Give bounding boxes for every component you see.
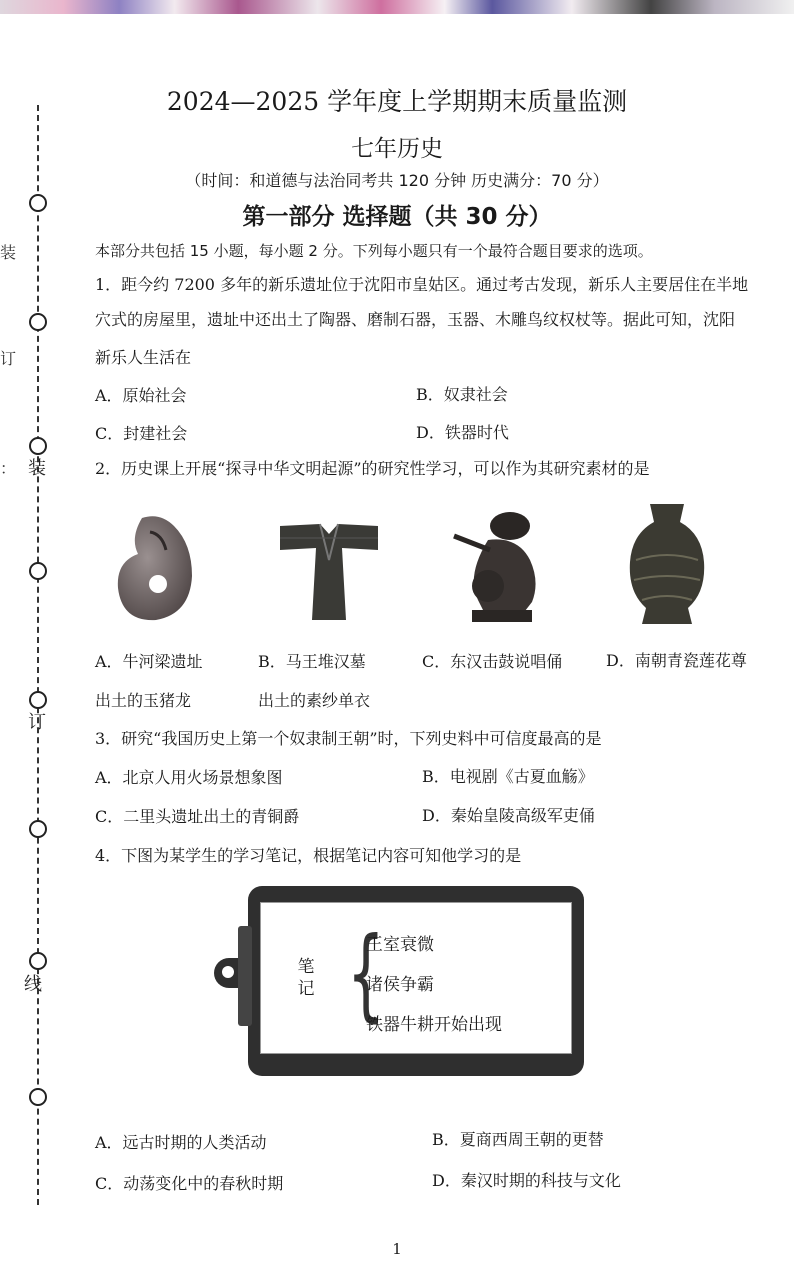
q4-option-a[interactable]: A．远古时期的人类活动 [95,1133,267,1152]
note-item: 铁器牛耕开始出现 [366,1015,502,1035]
q2-option-a-cont: 出土的玉猪龙 [95,691,192,710]
edge-char: 订 [0,349,17,368]
edge-char: ： [0,459,17,478]
q2-option-b[interactable]: B．马王堆汉墓 [258,652,366,671]
section-instructions: 本部分共包括 15 小题，每小题 2 分。下列每小题只有一个最符合题目要求的选项。 [95,242,653,260]
note-brace: { [346,915,385,1032]
binding-hole [29,1088,47,1106]
clipboard-ring [222,966,234,978]
binding-hole [29,437,47,455]
binding-hole [29,313,47,331]
exam-title: 2024—2025 学年度上学期期末质量监测 [166,87,628,116]
note-item: 诸侯争霸 [366,975,434,995]
celadon-lotus-vessel-image [622,500,712,628]
q2-option-a[interactable]: A．牛河梁遗址 [95,652,203,671]
q2-option-c[interactable]: C．东汉击鼓说唱俑 [422,652,563,671]
q3-stem: 3．研究“我国历史上第一个奴隶制王朝”时，下列史料中可信度最高的是 [95,729,602,748]
q3-option-b[interactable]: B．电视剧《古夏血觞》 [422,767,594,786]
binding-dashed-line [37,105,39,1205]
q2-stem: 2．历史课上开展“探寻中华文明起源”的研究性学习，可以作为其研究素材的是 [95,459,650,478]
exam-subject: 七年历史 [351,136,443,162]
q4-stem: 4．下图为某学生的学习笔记，根据笔记内容可知他学习的是 [95,846,522,865]
binding-hole [29,691,47,709]
note-item: 王室衰微 [366,935,434,955]
binding-hole [29,562,47,580]
q1-option-a[interactable]: A．原始社会 [95,386,187,405]
plain-gauze-robe-image [276,520,382,624]
jade-pig-dragon-image [112,510,198,626]
section-title: 第一部分 选择题（共 30 分） [242,204,552,230]
clipboard-clip [238,926,252,1026]
q3-option-a[interactable]: A．北京人用火场景想象图 [95,768,283,787]
edge-char: 装 [0,243,17,262]
q1-stem-line: 1．距今约 7200 多年的新乐遗址位于沈阳市皇姑区。通过考古发现，新乐人主要居住在半地 [95,275,749,294]
q1-stem-line: 新乐人生活在 [95,348,192,367]
binding-char-xian: 线 [24,974,42,995]
q2-option-d[interactable]: D．南朝青瓷莲花尊 [606,651,747,670]
binding-char-ding: 订 [28,712,46,733]
q1-option-b[interactable]: B．奴隶社会 [416,385,508,404]
q2-option-b-cont: 出土的素纱单衣 [258,691,371,710]
q4-option-d[interactable]: D．秦汉时期的科技与文化 [432,1171,621,1190]
drummer-figurine-image [448,510,548,626]
binding-hole [29,952,47,970]
q1-option-c[interactable]: C．封建社会 [95,424,188,443]
q3-option-c[interactable]: C．二里头遗址出土的青铜爵 [95,807,300,826]
note-label: 笔记 [297,957,315,999]
q4-option-b[interactable]: B．夏商西周王朝的更替 [432,1130,604,1149]
exam-time-info: （时间：和道德与法治同考共 120 分钟 历史满分：70 分） [185,171,609,190]
page-number: 1 [392,1240,402,1258]
q3-option-d[interactable]: D．秦始皇陵高级军吏俑 [422,806,595,825]
scan-artifact-bar [0,0,794,14]
q4-option-c[interactable]: C．动荡变化中的春秋时期 [95,1174,284,1193]
q1-stem-line: 穴式的房屋里，遗址中还出土了陶器、磨制石器，玉器、木雕鸟纹权杖等。据此可知，沈阳 [95,310,736,329]
binding-hole [29,820,47,838]
binding-char-zhuang: 装 [28,458,46,479]
q1-option-d[interactable]: D．铁器时代 [416,423,509,442]
